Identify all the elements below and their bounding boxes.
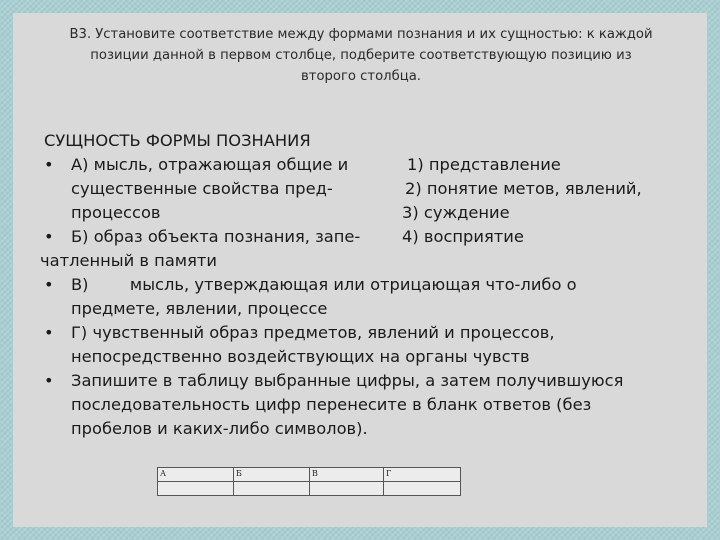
instruction-text: Запишите в таблицу выбранные цифры, а затем получившуюся (71, 371, 624, 390)
header-cell-a: А (158, 468, 234, 482)
task-title-line-1: В3. Установите соответствие между формами познания и их сущностью: к каждой (69, 27, 653, 42)
answer-cell-a[interactable] (158, 482, 234, 496)
header-cell-g: Г (384, 468, 461, 482)
bullet-icon: • (44, 323, 54, 342)
answer-cell-g[interactable] (384, 482, 461, 496)
item-b-text: Б) образ объекта познания, запе- (71, 227, 361, 246)
answer-table-answer-row (158, 482, 461, 496)
answer-table (157, 467, 461, 496)
item-g-text: Г) чувственный образ предметов, явлений и процессов, (71, 323, 555, 342)
item-g-text-cont: непосредственно воздействующих на органы чувств (71, 347, 530, 366)
option-2: 2) понятие метов, явлений, (405, 179, 642, 198)
task-title-line-2: позиции данной в первом столбце, подберите соответствующую позицию из (90, 48, 632, 63)
instruction-line-2 (44, 393, 694, 417)
item-a-text: А) мысль, отражающая общие и (71, 155, 349, 174)
option-3: 3) суждение (402, 203, 510, 222)
header-cell-v: В (310, 468, 384, 482)
bullet-icon: • (44, 155, 54, 174)
bullet-icon: • (44, 275, 54, 294)
bullet-icon: • (44, 227, 54, 246)
item-v-text: В) мысль, утверждающая или отрицающая что-либо о (71, 275, 577, 294)
item-g-line-2 (44, 345, 694, 369)
instruction-line-1 (44, 369, 694, 393)
item-v-text-cont: предмете, явлении, процессе (71, 299, 328, 318)
bullet-icon: • (44, 371, 54, 390)
item-a-line-2 (44, 177, 694, 201)
item-b-line-1 (44, 225, 694, 249)
instruction-line-3 (44, 417, 694, 441)
item-g-line-1 (44, 321, 694, 345)
header-cell-b: Б (234, 468, 310, 482)
section-heading: СУЩНОСТЬ ФОРМЫ ПОЗНАНИЯ (44, 131, 311, 150)
answer-cell-b[interactable] (234, 482, 310, 496)
item-v-line-1 (44, 273, 694, 297)
item-v-line-2 (44, 297, 694, 321)
option-1: 1) представление (407, 155, 561, 174)
answer-cell-v[interactable] (310, 482, 384, 496)
item-b-line-2 (40, 249, 694, 273)
task-title-line-3: второго столбца. (301, 69, 421, 84)
item-a-text-end: процессов (71, 203, 161, 222)
item-b-text-cont: чатленный в памяти (40, 251, 217, 270)
task-body (40, 129, 694, 441)
item-a-line-3 (44, 201, 694, 225)
answer-table-header-row (158, 468, 461, 482)
instruction-text-end: пробелов и каких-либо символов). (71, 419, 368, 438)
task-title (24, 24, 698, 87)
instruction-text-cont: последовательность цифр перенесите в бланк ответов (без (71, 395, 592, 414)
option-4: 4) восприятие (402, 227, 524, 246)
item-a-line-1 (44, 153, 694, 177)
item-a-text-cont: существенные свойства пред- (71, 179, 333, 198)
